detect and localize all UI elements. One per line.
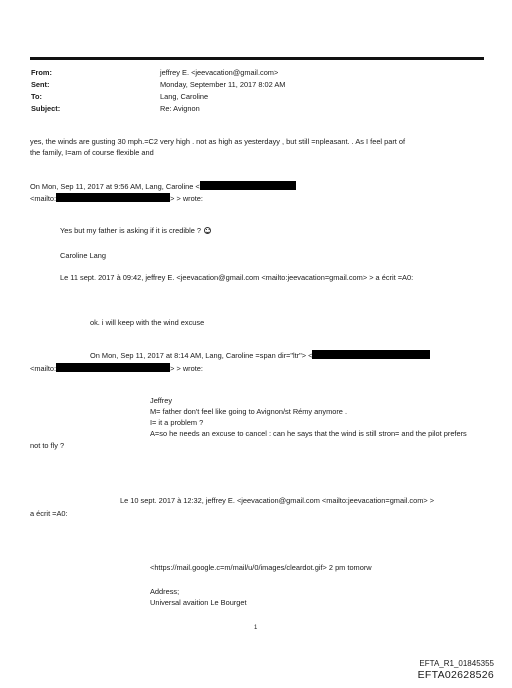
message-line: A=so he needs an excuse to cancel : can he says that the wind is still stron= and the pilot prefers xyxy=(150,429,467,438)
header-rule xyxy=(30,57,484,60)
smiley-icon xyxy=(204,227,211,234)
reply-text: Yes but my father is asking if it is credible ? xyxy=(60,226,202,235)
sent-value: Monday, September 11, 2017 8:02 AM xyxy=(160,80,286,89)
message-line: Universal avaition Le Bourget xyxy=(150,598,247,607)
subject-value: Re: Avignon xyxy=(160,104,200,113)
quote-header-text: <mailto: xyxy=(30,364,57,373)
quote-header-text: On Mon, Sep 11, 2017 at 9:56 AM, Lang, Caroline < xyxy=(30,182,200,191)
from-label: From: xyxy=(31,68,52,77)
quote-header-text: > > wrote: xyxy=(170,194,203,203)
quote-header-line xyxy=(30,181,296,191)
page-number: 1 xyxy=(254,625,258,631)
sent-label: Sent: xyxy=(31,80,50,89)
redaction-bar xyxy=(200,181,296,190)
subject-label: Subject: xyxy=(31,104,61,113)
signature: Caroline Lang xyxy=(60,251,107,260)
document-id-large: EFTA02628526 xyxy=(417,669,494,681)
quote-header-line: Le 10 sept. 2017 à 12:32, jeffrey E. <jeevacation@gmail.com <mailto:jeevacation=gmail.com> > xyxy=(120,496,435,505)
quote-header-line xyxy=(30,363,203,373)
document-id-small: EFTA_R1_01845355 xyxy=(419,659,494,668)
body-line: yes, the winds are gusting 30 mph.=C2 very high . not as high as yesterdayy , but still =npleasant. . As I feel part of xyxy=(30,137,406,146)
redaction-bar xyxy=(56,193,170,202)
message-line: not to fly ? xyxy=(30,441,65,450)
quote-header-line xyxy=(90,350,430,360)
message-line: <https://mail.google.c=m/mail/u/0/images/cleardot.gif> 2 pm tomorw xyxy=(150,563,372,572)
message-line: I= it a problem ? xyxy=(150,418,204,427)
quote-header-line: Le 11 sept. 2017 à 09:42, jeffrey E. <jeevacation@gmail.com <mailto:jeevacation=gmail.com> > a écrit =A0: xyxy=(60,273,414,282)
from-value: jeffrey E. <jeevacation@gmail.com> xyxy=(160,68,279,77)
message-line: Address; xyxy=(150,587,180,596)
quote-header-text: <mailto: xyxy=(30,194,57,203)
quote-header-text: > > wrote: xyxy=(170,364,203,373)
to-value: Lang, Caroline xyxy=(160,92,209,101)
reply-line: ok. i will keep with the wind excuse xyxy=(90,318,205,327)
quote-header-line: a écrit =A0: xyxy=(30,509,68,518)
quote-header-line xyxy=(30,193,203,203)
body-line: the family, I=am of course flexible and xyxy=(30,148,154,157)
redaction-bar xyxy=(56,363,170,372)
reply-line xyxy=(60,226,211,235)
quote-header-text: On Mon, Sep 11, 2017 at 8:14 AM, Lang, Caroline =span dir="ltr"> < xyxy=(90,351,313,360)
message-line: Jeffrey xyxy=(150,396,173,405)
message-line: M= father don't feel like going to Avignon/st Rémy anymore . xyxy=(150,407,348,416)
redaction-bar xyxy=(312,350,430,359)
to-label: To: xyxy=(31,92,42,101)
